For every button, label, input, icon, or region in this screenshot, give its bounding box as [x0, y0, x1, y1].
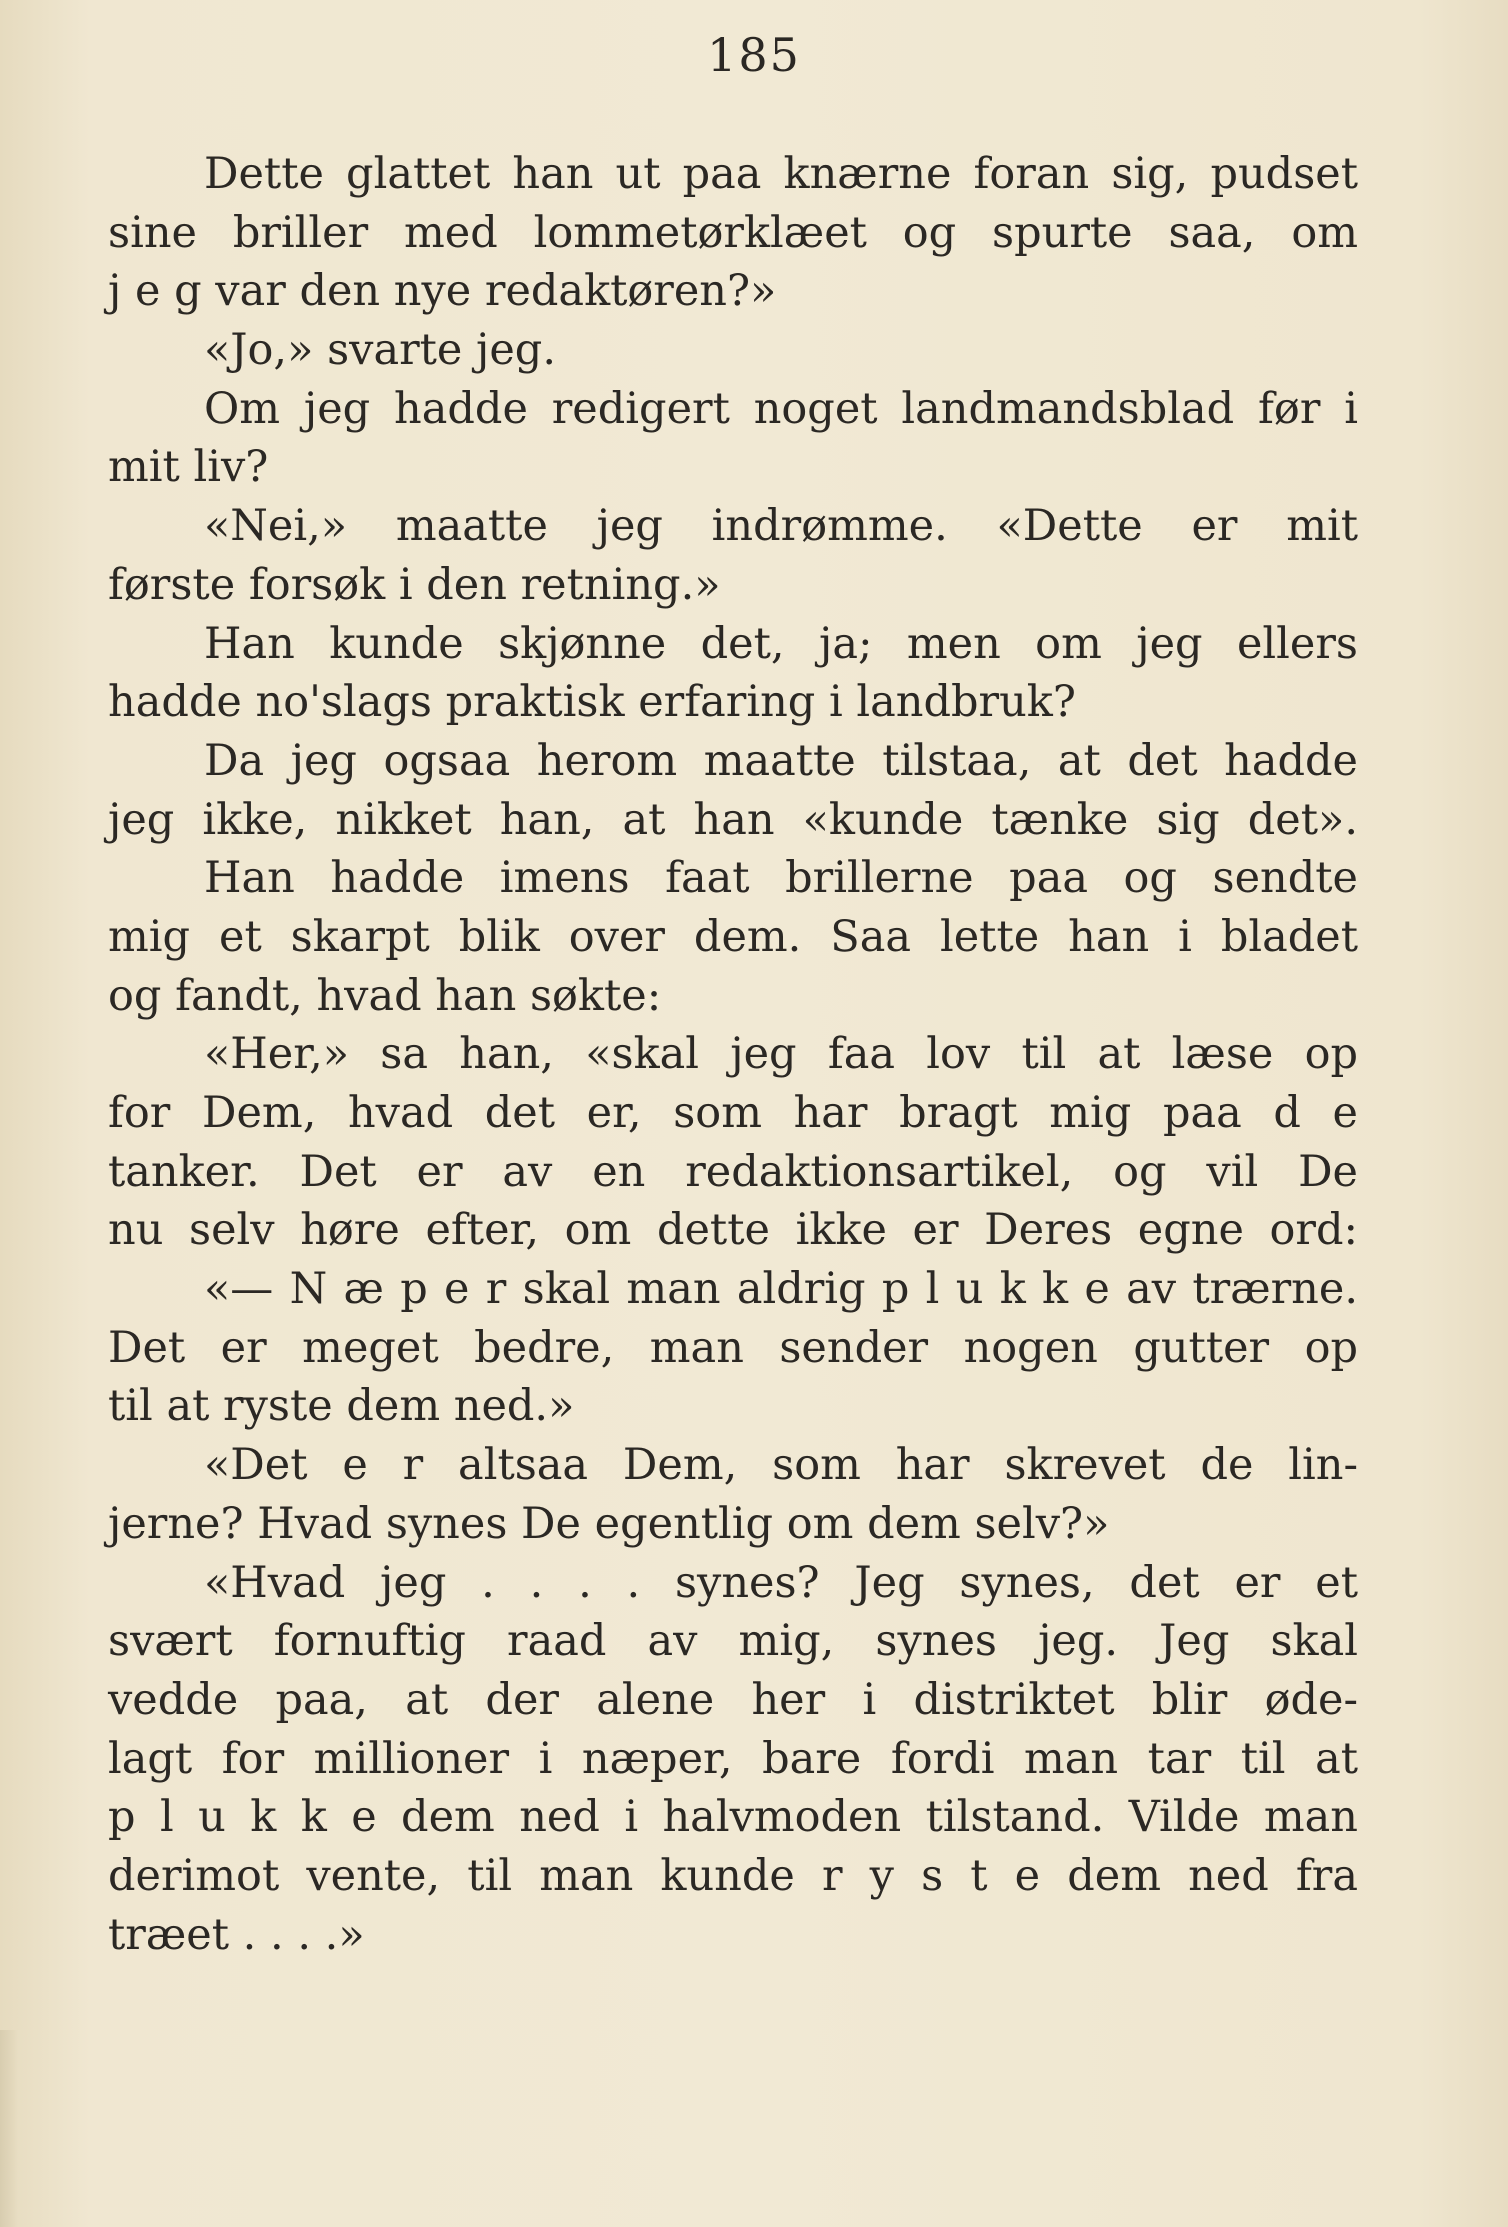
- text-line: Det er meget bedre, man sender nogen gutter op: [108, 1322, 1358, 1373]
- text-line: «Det e r altsaa Dem, som har skrevet de lin-: [204, 1440, 1358, 1491]
- text-line: til at ryste dem ned.»: [108, 1381, 575, 1432]
- text-line: træet . . . .»: [108, 1909, 365, 1960]
- text-line: lagt for millioner i næper, bare fordi man tar til at: [108, 1733, 1358, 1784]
- text-line: «Her,» sa han, «skal jeg faa lov til at læse op: [204, 1029, 1358, 1080]
- text-line: mig et skarpt blik over dem. Saa lette han i bladet: [108, 911, 1358, 962]
- text-line: første forsøk i den retning.»: [108, 559, 721, 610]
- text-line: hadde no'slags praktisk erfaring i landbruk?: [108, 677, 1076, 728]
- text-line: mit liv?: [108, 442, 269, 493]
- text-line: for Dem, hvad det er, som har bragt mig paa d e: [108, 1088, 1358, 1138]
- text-line: «— N æ p e r skal man aldrig p l u k k e av trærne.: [204, 1264, 1358, 1315]
- text-line: «Hvad jeg . . . . synes? Jeg synes, det er et: [204, 1557, 1358, 1608]
- text-line: Om jeg hadde redigert noget landmandsblad før i: [204, 383, 1358, 434]
- text-line: og fandt, hvad han søkte:: [108, 970, 662, 1021]
- text-line: derimot vente, til man kunde r y s t e dem ned fra: [108, 1850, 1358, 1901]
- text-line: Han kunde skjønne det, ja; men om jeg ellers: [204, 618, 1358, 669]
- text-line: svært fornuftig raad av mig, synes jeg. Jeg skal: [108, 1616, 1358, 1667]
- text-line: Dette glattet han ut paa knærne foran sig, pudset: [204, 149, 1358, 199]
- text-line: tanker. Det er av en redaktionsartikel, og vil De: [108, 1146, 1358, 1197]
- text-line: nu selv høre efter, om dette ikke er Deres egne ord:: [108, 1205, 1358, 1256]
- page-number: 185: [707, 28, 801, 82]
- text-line: Han hadde imens faat brillerne paa og sendte: [204, 853, 1358, 904]
- text-line: «Jo,» svarte jeg.: [204, 325, 556, 376]
- body-text: [108, 145, 1358, 1964]
- page-edge-shadow: [0, 2030, 18, 2227]
- text-line: Da jeg ogsaa herom maatte tilstaa, at det hadde: [204, 735, 1358, 786]
- text-line: jerne? Hvad synes De egentlig om dem selv?»: [108, 1498, 1110, 1549]
- text-line: p l u k k e dem ned i halvmoden tilstand. Vilde man: [108, 1792, 1358, 1843]
- text-line: sine briller med lommetørklæet og spurte saa, om: [108, 207, 1358, 258]
- text-line: vedde paa, at der alene her i distriktet blir øde-: [108, 1674, 1358, 1725]
- text-line: jeg ikke, nikket han, at han «kunde tænke sig det».: [108, 794, 1358, 845]
- text-line: j e g var den nye redaktøren?»: [108, 266, 777, 317]
- text-line: «Nei,» maatte jeg indrømme. «Dette er mit: [204, 501, 1358, 552]
